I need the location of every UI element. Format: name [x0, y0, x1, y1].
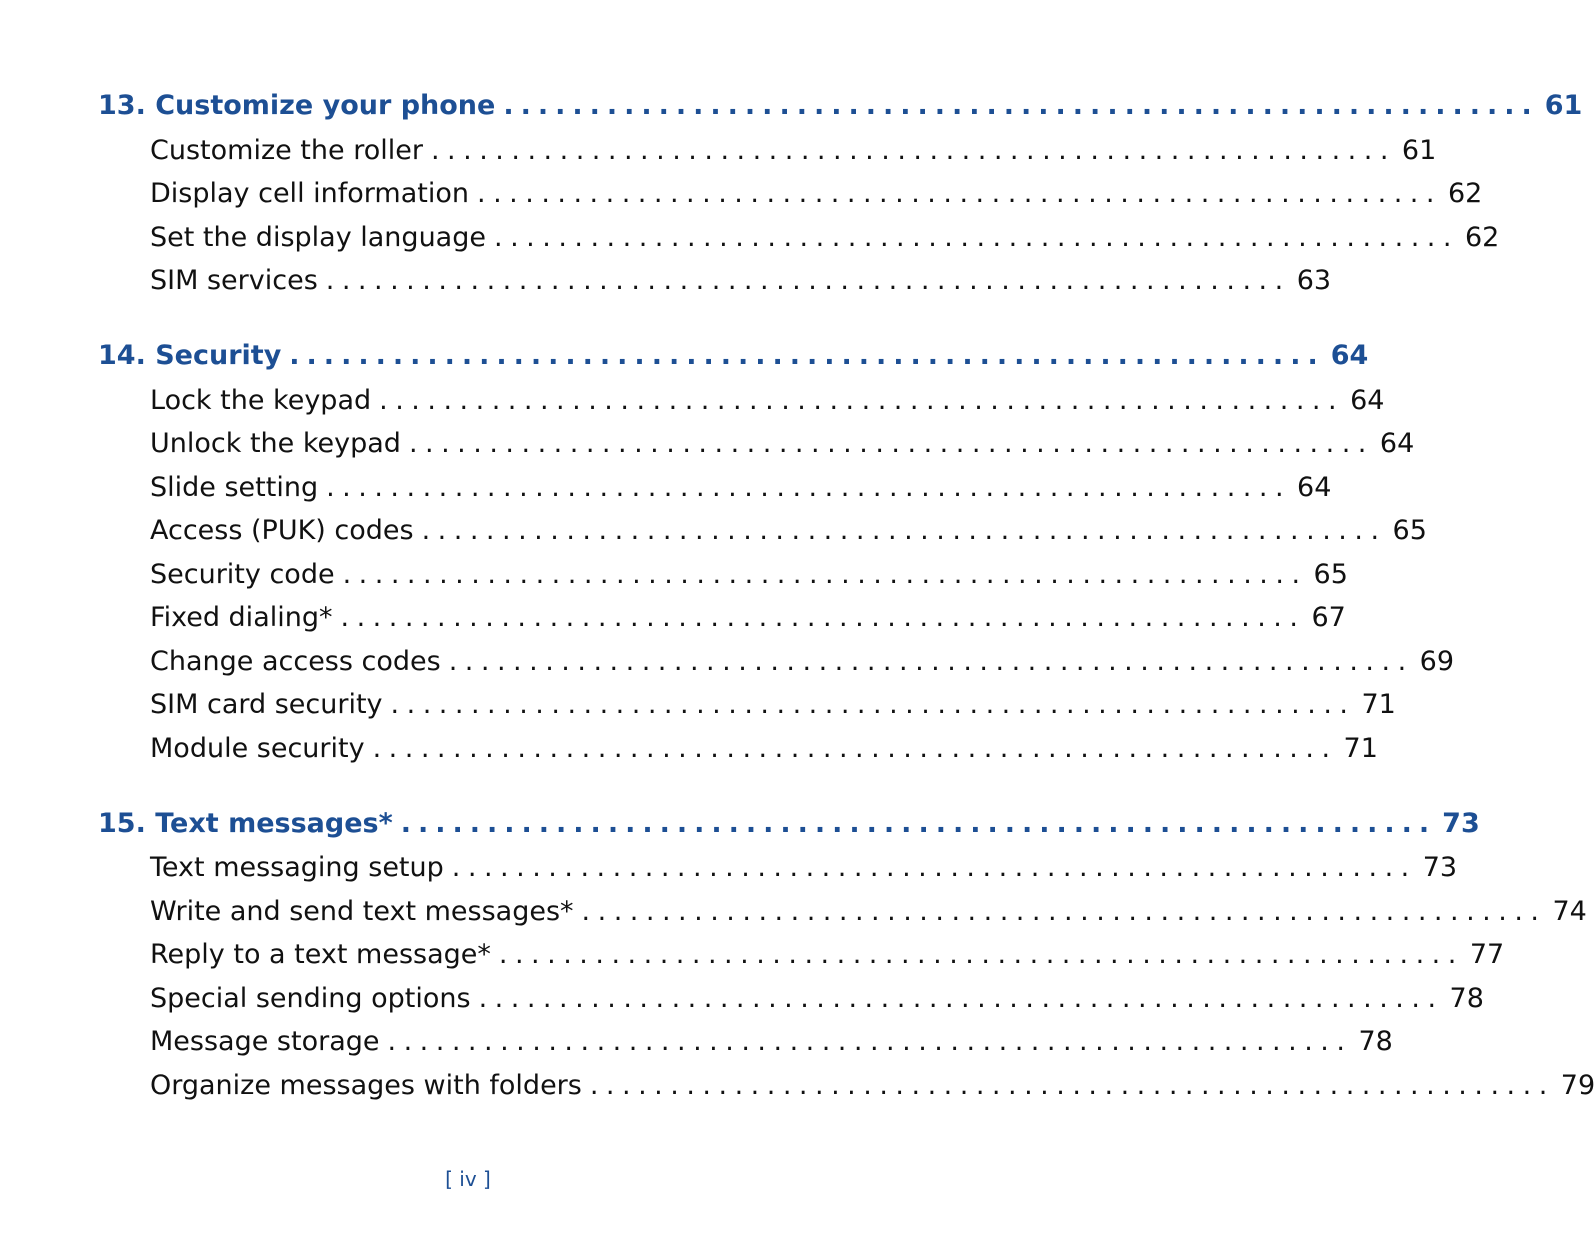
toc-item-page: 65	[1392, 515, 1427, 546]
toc-item-label: Display cell information	[150, 178, 469, 209]
dot-leader: ............................................................	[430, 135, 1396, 166]
toc-item-page: 73	[1422, 852, 1458, 883]
toc-item-page: 77	[1469, 939, 1505, 970]
toc-item-label: Slide setting	[150, 472, 319, 503]
toc-item-organize-messages-with-folders[interactable]	[150, 1070, 1595, 1108]
dot-leader: ............................................................	[476, 178, 1442, 209]
toc-heading-label: 13. Customize your phone	[98, 90, 496, 121]
toc-heading-security[interactable]	[98, 340, 1369, 380]
toc-item-page: 71	[1343, 733, 1378, 764]
page-number-footer: [ iv ]	[445, 1167, 491, 1191]
toc-heading-label: 14. Security	[98, 340, 282, 371]
toc-item-sim-services[interactable]	[150, 265, 1332, 303]
dot-leader: ............................................................	[372, 733, 1338, 764]
toc-item-page: 61	[1401, 135, 1437, 166]
dot-leader: ............................................................	[289, 340, 1325, 371]
toc-item-access-puk-codes[interactable]	[150, 515, 1427, 553]
toc-item-label: Message storage	[150, 1026, 380, 1057]
toc-item-label: Fixed dialing*	[150, 602, 333, 633]
toc-item-write-and-send-text-messages[interactable]	[150, 896, 1587, 934]
toc-item-label: Change access codes	[150, 646, 441, 677]
toc-heading-page: 61	[1544, 90, 1583, 121]
toc-item-page: 63	[1296, 265, 1332, 296]
dot-leader: ............................................................	[478, 983, 1444, 1014]
dot-leader: ............................................................	[387, 1026, 1353, 1057]
dot-leader: ............................................................	[493, 222, 1459, 253]
toc-item-label: SIM card security	[150, 689, 383, 720]
toc-item-label: Unlock the keypad	[150, 428, 401, 459]
toc-item-fixed-dialing[interactable]	[150, 602, 1346, 640]
toc-item-page: 64	[1379, 428, 1415, 459]
toc-item-page: 78	[1358, 1026, 1393, 1057]
dot-leader: ............................................................	[340, 602, 1306, 633]
dot-leader: ............................................................	[390, 689, 1356, 720]
toc-item-special-sending-options[interactable]	[150, 983, 1484, 1021]
toc-item-page: 78	[1449, 983, 1484, 1014]
toc-item-display-cell-information[interactable]	[150, 178, 1483, 216]
toc-item-page: 62	[1464, 222, 1500, 253]
toc-heading-page: 73	[1442, 808, 1480, 839]
dot-leader: ............................................................	[400, 808, 1437, 839]
toc-heading-page: 64	[1330, 340, 1369, 371]
dot-leader: ............................................................	[408, 428, 1374, 459]
dot-leader: ............................................................	[503, 90, 1539, 121]
toc-heading-customize-your-phone[interactable]	[98, 90, 1583, 130]
toc-item-page: 71	[1361, 689, 1396, 720]
toc-item-page: 62	[1447, 178, 1483, 209]
toc-item-text-messaging-setup[interactable]	[150, 852, 1458, 890]
toc-item-unlock-the-keypad[interactable]	[150, 428, 1415, 466]
toc-item-page: 69	[1419, 646, 1455, 677]
toc-item-module-security[interactable]	[150, 733, 1378, 771]
toc-item-label: Write and send text messages*	[150, 896, 574, 927]
toc-item-sim-card-security[interactable]	[150, 689, 1396, 727]
toc-item-label: Lock the keypad	[150, 385, 372, 416]
dot-leader: ............................................................	[421, 515, 1387, 546]
dot-leader: ............................................................	[325, 265, 1291, 296]
toc-item-label: Access (PUK) codes	[150, 515, 414, 546]
toc-item-label: Special sending options	[150, 983, 471, 1014]
toc-item-label: Reply to a text message*	[150, 939, 491, 970]
dot-leader: ............................................................	[342, 559, 1308, 590]
toc-item-page: 74	[1552, 896, 1587, 927]
toc-item-label: Organize messages with folders	[150, 1070, 582, 1101]
toc-item-customize-the-roller[interactable]	[150, 135, 1437, 173]
dot-leader: ............................................................	[451, 852, 1417, 883]
toc-item-reply-to-a-text-message[interactable]	[150, 939, 1505, 977]
toc-item-page: 65	[1313, 559, 1348, 590]
toc-item-label: SIM services	[150, 265, 318, 296]
toc-item-lock-the-keypad[interactable]	[150, 385, 1385, 423]
toc-item-label: Module security	[150, 733, 365, 764]
dot-leader: ............................................................	[581, 896, 1547, 927]
toc-item-message-storage[interactable]	[150, 1026, 1393, 1064]
toc-item-label: Customize the roller	[150, 135, 423, 166]
dot-leader: ............................................................	[498, 939, 1464, 970]
toc-item-page: 64	[1350, 385, 1385, 416]
toc-item-security-code[interactable]	[150, 559, 1348, 597]
dot-leader: ............................................................	[448, 646, 1414, 677]
dot-leader: ............................................................	[326, 472, 1292, 503]
toc-item-change-access-codes[interactable]	[150, 646, 1455, 684]
toc-item-page: 67	[1311, 602, 1346, 633]
toc-item-label: Text messaging setup	[150, 852, 444, 883]
toc-heading-label: 15. Text messages*	[98, 808, 393, 839]
toc-item-label: Security code	[150, 559, 335, 590]
dot-leader: ............................................................	[589, 1070, 1555, 1101]
toc-item-page: 64	[1297, 472, 1332, 503]
toc-item-page: 79	[1560, 1070, 1595, 1101]
toc-item-slide-setting[interactable]	[150, 472, 1332, 510]
dot-leader: ............................................................	[379, 385, 1345, 416]
toc-item-label: Set the display language	[150, 222, 486, 253]
toc-item-set-the-display-language[interactable]	[150, 222, 1500, 260]
toc-heading-text-messages[interactable]	[98, 808, 1480, 848]
